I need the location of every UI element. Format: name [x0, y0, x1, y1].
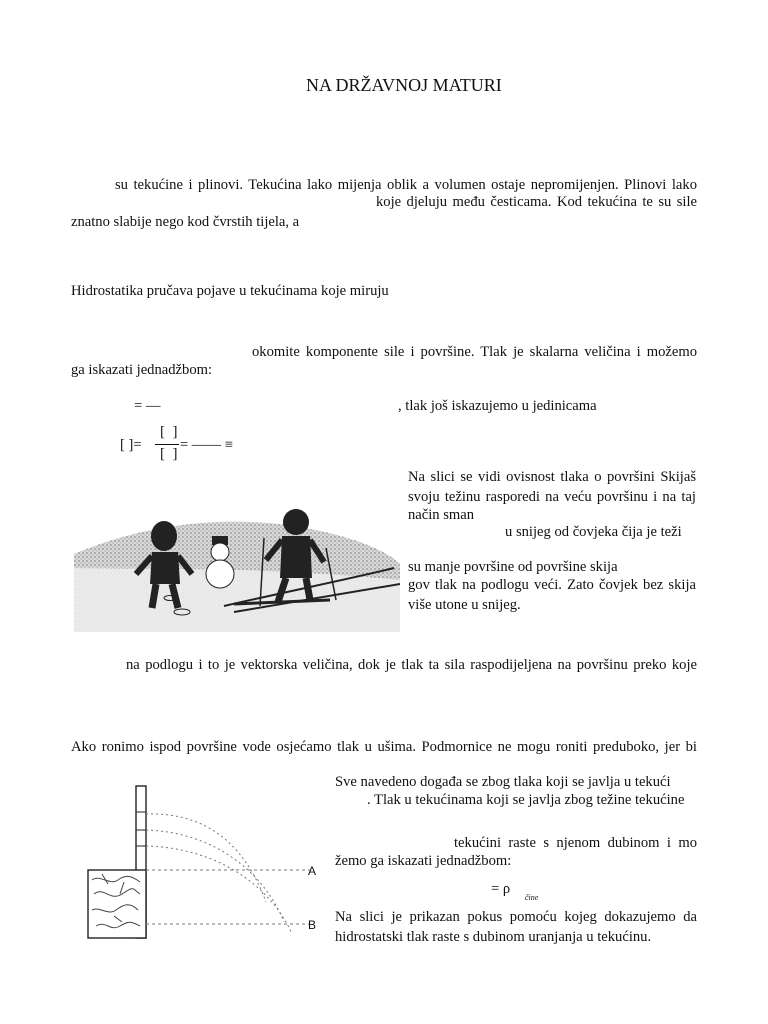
liquid-line1: Sve navedeno događa se zbog tlaka koji se javlja u tekući — [335, 774, 671, 790]
hydrostatics-intro: Hidrostatika pručava pojave u tekućinama koje miruju — [71, 283, 389, 299]
vector-line: na podlogu i to je vektorska veličina, dok je tlak ta sila raspodijeljena na površinu preko koje — [126, 657, 697, 673]
unit-formula-mid: = —— ≡ — [180, 437, 233, 453]
liquid-formula: = ρ — [491, 881, 511, 897]
unit-fraction: [ ] [ ] — [155, 423, 179, 467]
diving-line: Ako ronimo ispod površine vode osjećamo tlak u ušima. Podmornice ne mogu roniti preduboko, jer bi — [71, 739, 697, 755]
unit-formula-left: [ ]= — [120, 437, 142, 453]
pressure-line2: ga iskazati jednadžbom: — [71, 362, 213, 378]
para1-line1: su tekućine i plinovi. Tekućina lako mijenja oblik a volumen ostaje nepromijenjen. Plinovi lako — [115, 177, 697, 193]
liquid-line5: Na slici je prikazan pokus pomoću kojeg dokazujemo da — [335, 909, 697, 925]
ski-line2: svoju težinu rasporedi na veću površinu i na taj — [408, 489, 696, 505]
ski-line6: gov tlak na podlogu veći. Zato čovjek bez skija — [408, 577, 696, 593]
diagram-label-b: B — [308, 918, 317, 932]
liquid-line6: hidrostatski tlak raste s dubinom uranjanja u tekućinu. — [335, 929, 652, 945]
liquid-line4: žemo ga iskazati jednadžbom: — [335, 853, 512, 869]
liquid-line3: tekućini raste s njenom dubinom i mo — [454, 835, 697, 851]
para1-line3: znatno slabije nego kod čvrstih tijela, a — [71, 214, 300, 230]
page-title: NA DRŽAVNOJ MATURI — [306, 75, 502, 95]
pressure-line1: okomite komponente sile i površine. Tlak je skalarna veličina i možemo — [252, 344, 697, 360]
diagram-label-a: A — [308, 864, 317, 878]
ski-line1: Na slici se vidi ovisnost tlaka o površini Skijaš — [408, 469, 696, 485]
ski-line3: način sman — [408, 507, 475, 523]
liquid-line2: . Tlak u tekućinama koji se javlja zbog težine tekućine — [367, 792, 685, 808]
ski-line4: u snijeg od čovjeka čija je teži — [505, 524, 682, 540]
skier-illustration — [74, 508, 400, 632]
para1-line2: koje djeluju među česticama. Kod tekućina te su sile — [376, 194, 697, 210]
ski-line7: više utone u snijeg. — [408, 597, 521, 613]
pressure-units-text: , tlak još iskazujemo u jedinicama — [398, 398, 597, 414]
liquid-formula-subscript: čine — [525, 893, 539, 902]
hydrostatic-pressure-diagram — [74, 782, 324, 942]
pressure-formula: = — — [134, 398, 161, 414]
ski-line5: su manje površine od površine skija — [408, 559, 618, 575]
